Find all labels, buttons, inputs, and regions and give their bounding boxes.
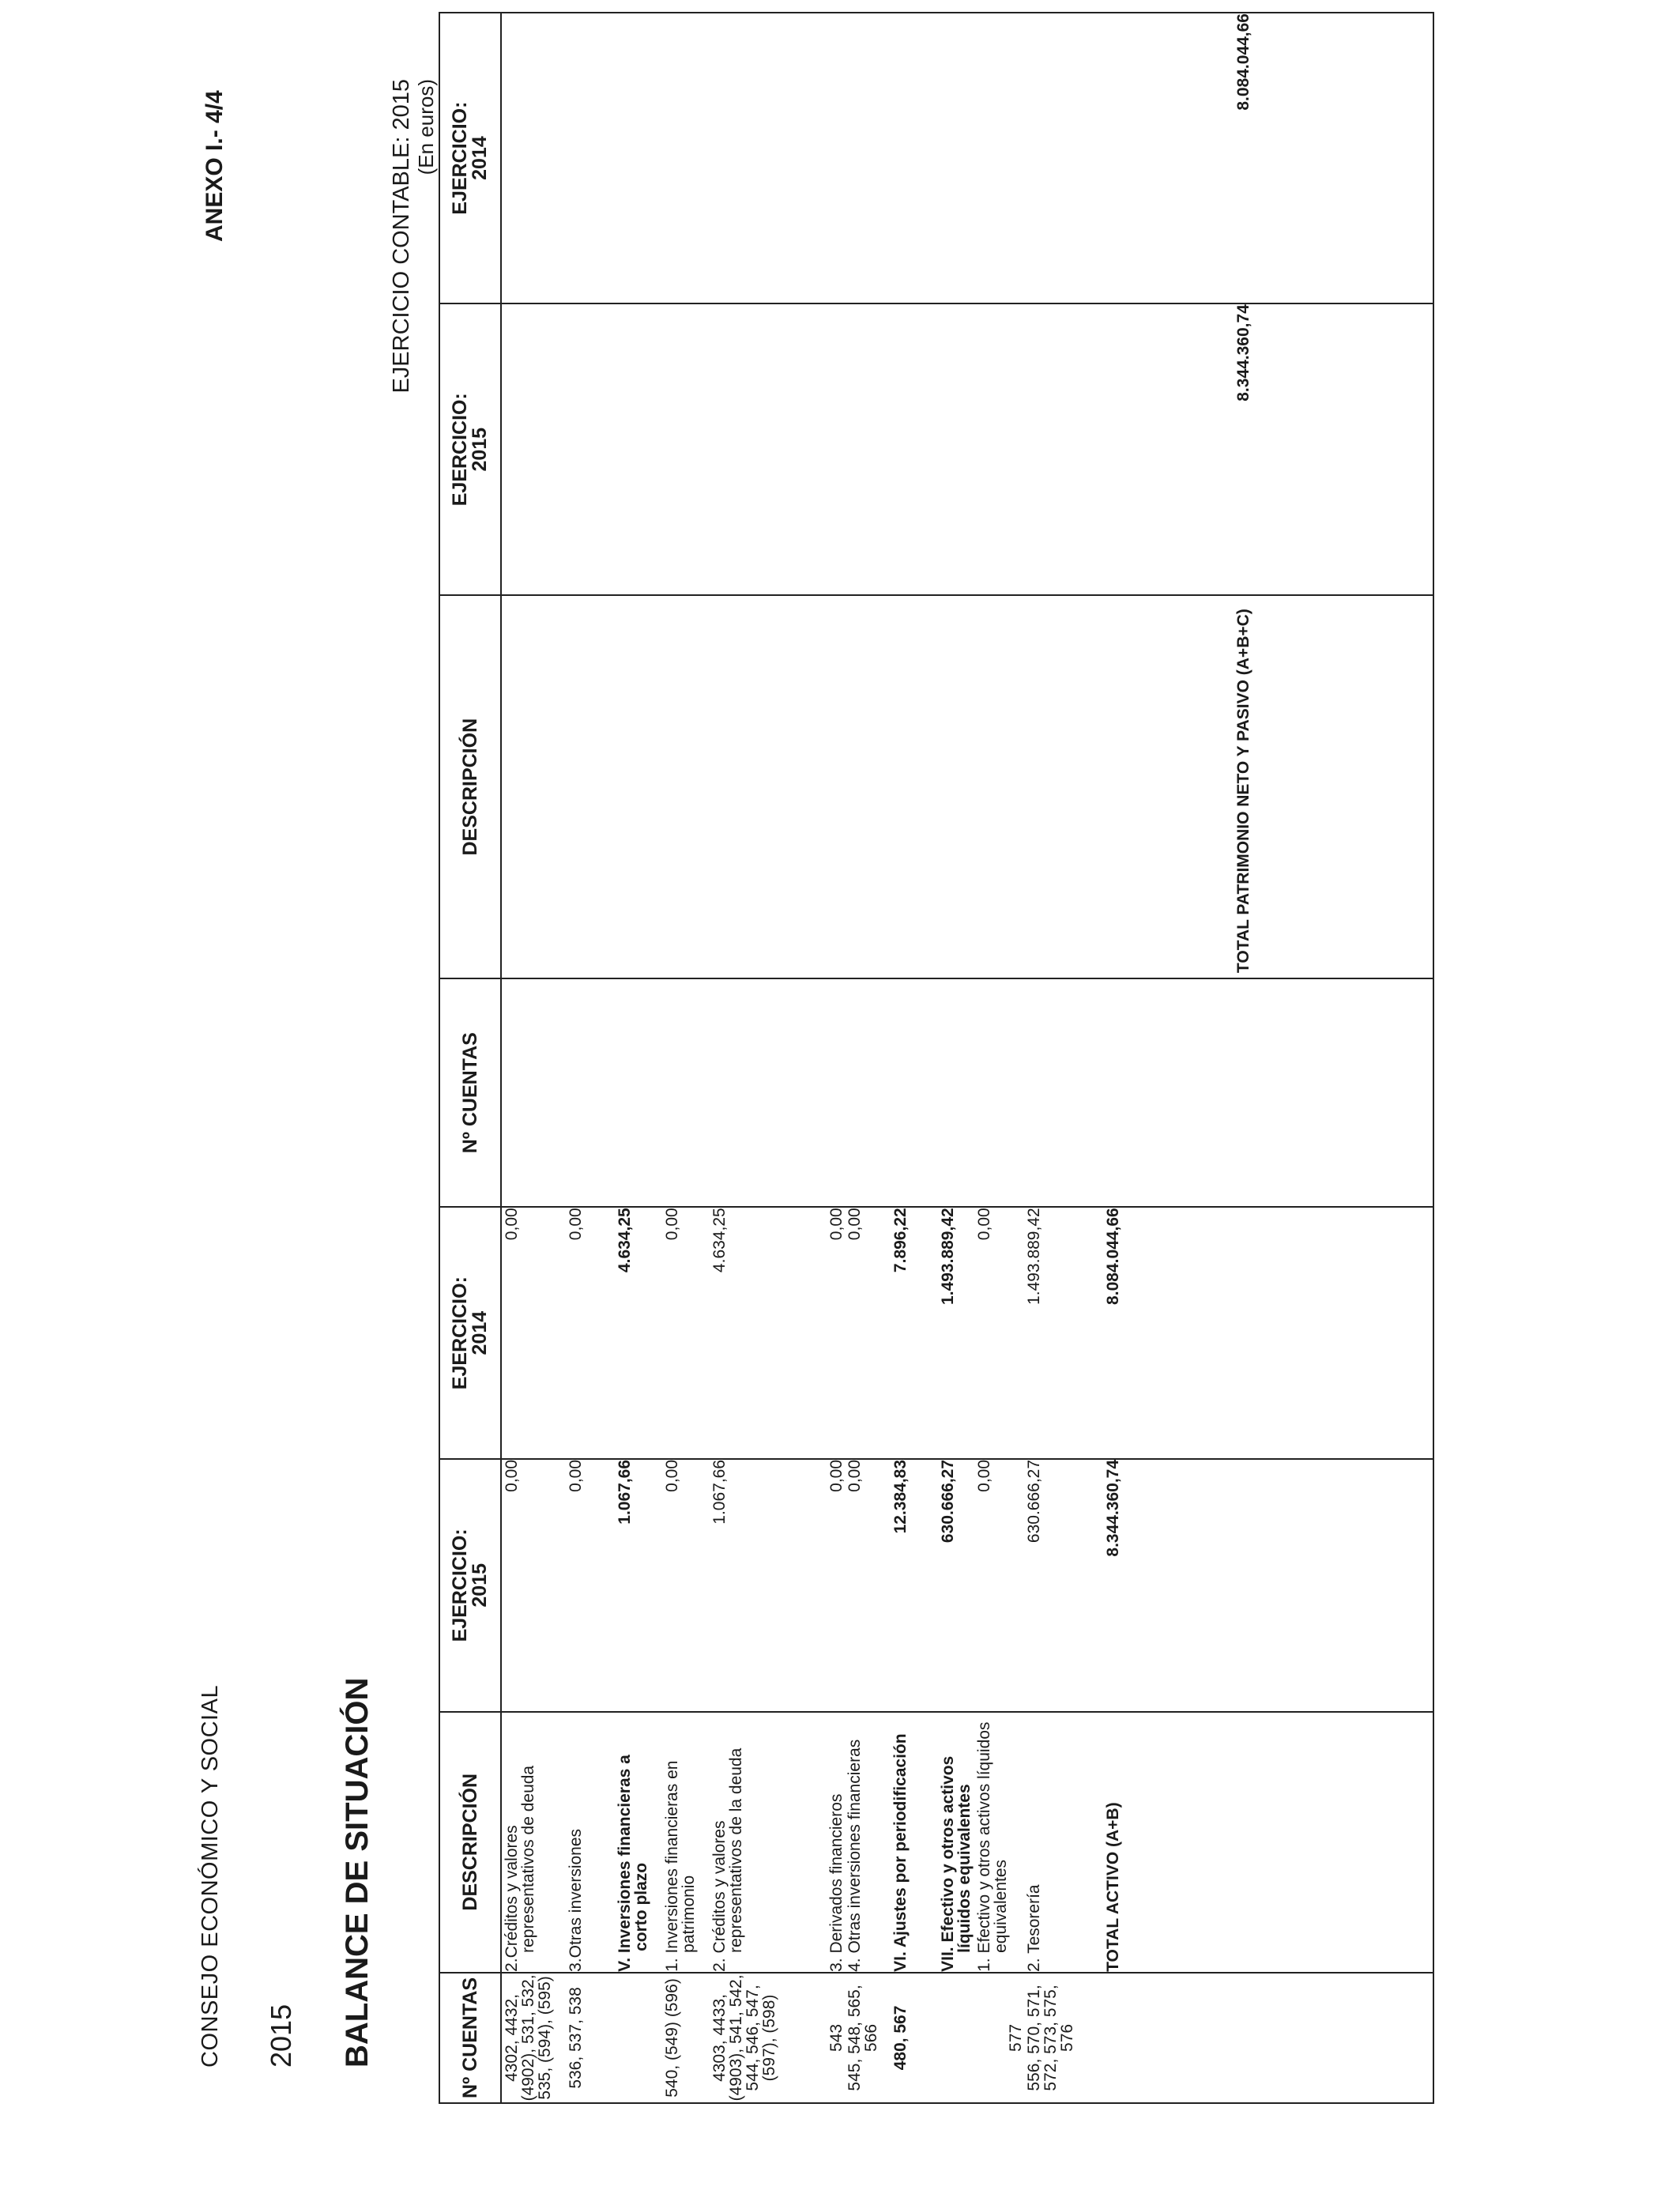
row-value-2015: 0,00 [501,1459,566,1712]
right-value-2015-cell [501,303,1433,595]
row-description [662,1712,710,1973]
col-2014-header-b: 2014 [469,1310,491,1355]
col-accounts-header: Nº CUENTAS [439,1973,501,2103]
row-description: 3.Otras inversiones [566,1712,615,1973]
blank-cell [1309,1207,1433,1459]
row-accounts: 540, (549) (596) [662,1973,710,2103]
annex-label: ANEXO I.- 4/4 [202,90,228,242]
row-value-2015: 0,00 [662,1459,710,1712]
row-description-text: VII. Efectivo y otros activos líquidos equivalentes [939,1755,974,1972]
row-description-text: 1. Inversiones financieras en patrimonio [663,1760,698,1972]
blank-cell [1309,1973,1433,2103]
blank-cell [1309,1459,1433,1712]
row-description-text: 2.Créditos y valores representativos de deuda [503,1765,537,1972]
exercise-label: EJERCICIO CONTABLE: 2015 [389,79,414,394]
row-value-2015: 0,00 [845,1459,891,1712]
row-description: 2. Tesorería [1024,1712,1103,1973]
row-value-2015: 630.666,27 [938,1459,974,1712]
row-value-2014: 4.634,25 [710,1207,827,1459]
row-value-2015: 630.666,27 [1024,1459,1103,1712]
row-accounts [1103,1973,1151,2103]
report-year: 2015 [265,2004,297,2068]
right-accounts-cell [501,978,1433,1207]
col-description-header: DESCRIPCIÓN [439,1712,501,1973]
row-value-2015: 12.384,83 [891,1459,938,1712]
units-label: (En euros) [414,79,438,175]
row-value-2015: 8.344.360,74 [1103,1459,1151,1712]
total-pasivo-label: TOTAL PATRIMONIO NETO Y PASIVO (A+B+C) [1234,609,1252,974]
row-value-2014: 0,00 [845,1207,891,1459]
row-value-2015: 0,00 [974,1459,1024,1712]
row-description [501,1712,566,1973]
blank-cell [1151,1459,1309,1712]
col-2015-header-b: 2015 [469,1563,491,1608]
row-description [974,1712,1024,1973]
row-accounts: 536, 537, 538 [566,1973,615,2103]
row-value-2014: 0,00 [827,1207,845,1459]
balance-table [439,12,1434,2104]
total-pasivo-2014: 8.084.044,66 [1234,13,1252,111]
col-2015-header-right-a: EJERCICIO: [449,393,471,507]
row-description-text: 2. Créditos y valores representativos de la deuda [710,1747,745,1972]
row-accounts: 545, 548, 565, 566 [845,1973,891,2103]
row-description: 4. Otras inversiones financieras [845,1712,891,1973]
row-description-text: V. Inversiones financieras a corto plazo [616,1755,650,1972]
row-value-2015: 0,00 [566,1459,615,1712]
right-spacer-2014 [503,13,1235,303]
row-description [710,1712,827,1973]
row-value-2014: 0,00 [974,1207,1024,1459]
col-2015-header [439,1459,501,1712]
row-description [938,1712,974,1973]
page-title: BALANCE DE SITUACIÓN [340,1677,375,2068]
table-row [501,13,566,2103]
right-value-2014-cell [501,13,1433,303]
row-value-2015: 0,00 [827,1459,845,1712]
blank-cell [1151,1712,1309,1973]
row-value-2014: 7.896,22 [891,1207,938,1459]
row-accounts [615,1973,662,2103]
col-2014-header [439,1207,501,1459]
row-accounts: 480, 567 [891,1973,938,2103]
col-2015-header-right [439,303,501,595]
row-description: VI. Ajustes por periodificación [891,1712,938,1973]
col-2014-header-a: EJERCICIO: [449,1276,471,1390]
col-accounts-header-right: Nº CUENTAS [439,978,501,1207]
col-2014-header-right-a: EJERCICIO: [449,101,471,215]
row-description: TOTAL ACTIVO (A+B) [1103,1712,1151,1973]
row-value-2014: 0,00 [662,1207,710,1459]
row-value-2014: 1.493.889,42 [1024,1207,1103,1459]
row-value-2014: 8.084.044,66 [1103,1207,1151,1459]
row-description [615,1712,662,1973]
row-value-2014: 1.493.889,42 [938,1207,974,1459]
col-2015-header-a: EJERCICIO: [449,1529,471,1642]
table-header-row [439,13,501,2103]
blank-cell [1309,1712,1433,1973]
row-accounts: 4303, 4433, (4903), 541, 542, 544, 546, 547, (597), (598) [710,1973,827,2103]
right-spacer [503,596,1235,973]
blank-cell [1151,1207,1309,1459]
col-2015-header-right-b: 2015 [469,427,491,472]
row-accounts-text: 577 [1007,2023,1025,2052]
col-description-header-right: DESCRIPCIÓN [439,595,501,978]
row-accounts [974,1973,1024,2103]
row-accounts [938,1973,974,2103]
organization-name: CONSEJO ECONÓMICO Y SOCIAL [198,1684,223,2068]
row-value-2014: 0,00 [501,1207,566,1459]
row-accounts: 4302, 4432, (4902), 531, 532, 535, (594), (595) [501,1973,566,2103]
right-description-cell [501,595,1433,978]
row-accounts: 556, 570, 571, 572, 573, 575, 576 [1024,1973,1103,2103]
row-description: 3. Derivados financieros [827,1712,845,1973]
blank-cell [1151,1973,1309,2103]
col-2014-header-right-b: 2014 [469,136,491,180]
row-value-2014: 0,00 [566,1207,615,1459]
total-pasivo-2015: 8.344.360,74 [1234,304,1252,401]
row-description-text: 1. Efectivo y otros activos líquidos equivalentes [975,1721,1010,1972]
col-2014-header-right [439,13,501,303]
row-value-2015: 1.067,66 [710,1459,827,1712]
row-value-2015: 1.067,66 [615,1459,662,1712]
row-value-2014: 4.634,25 [615,1207,662,1459]
right-spacer-2015 [503,304,1235,594]
row-accounts: 543 [827,1973,845,2103]
